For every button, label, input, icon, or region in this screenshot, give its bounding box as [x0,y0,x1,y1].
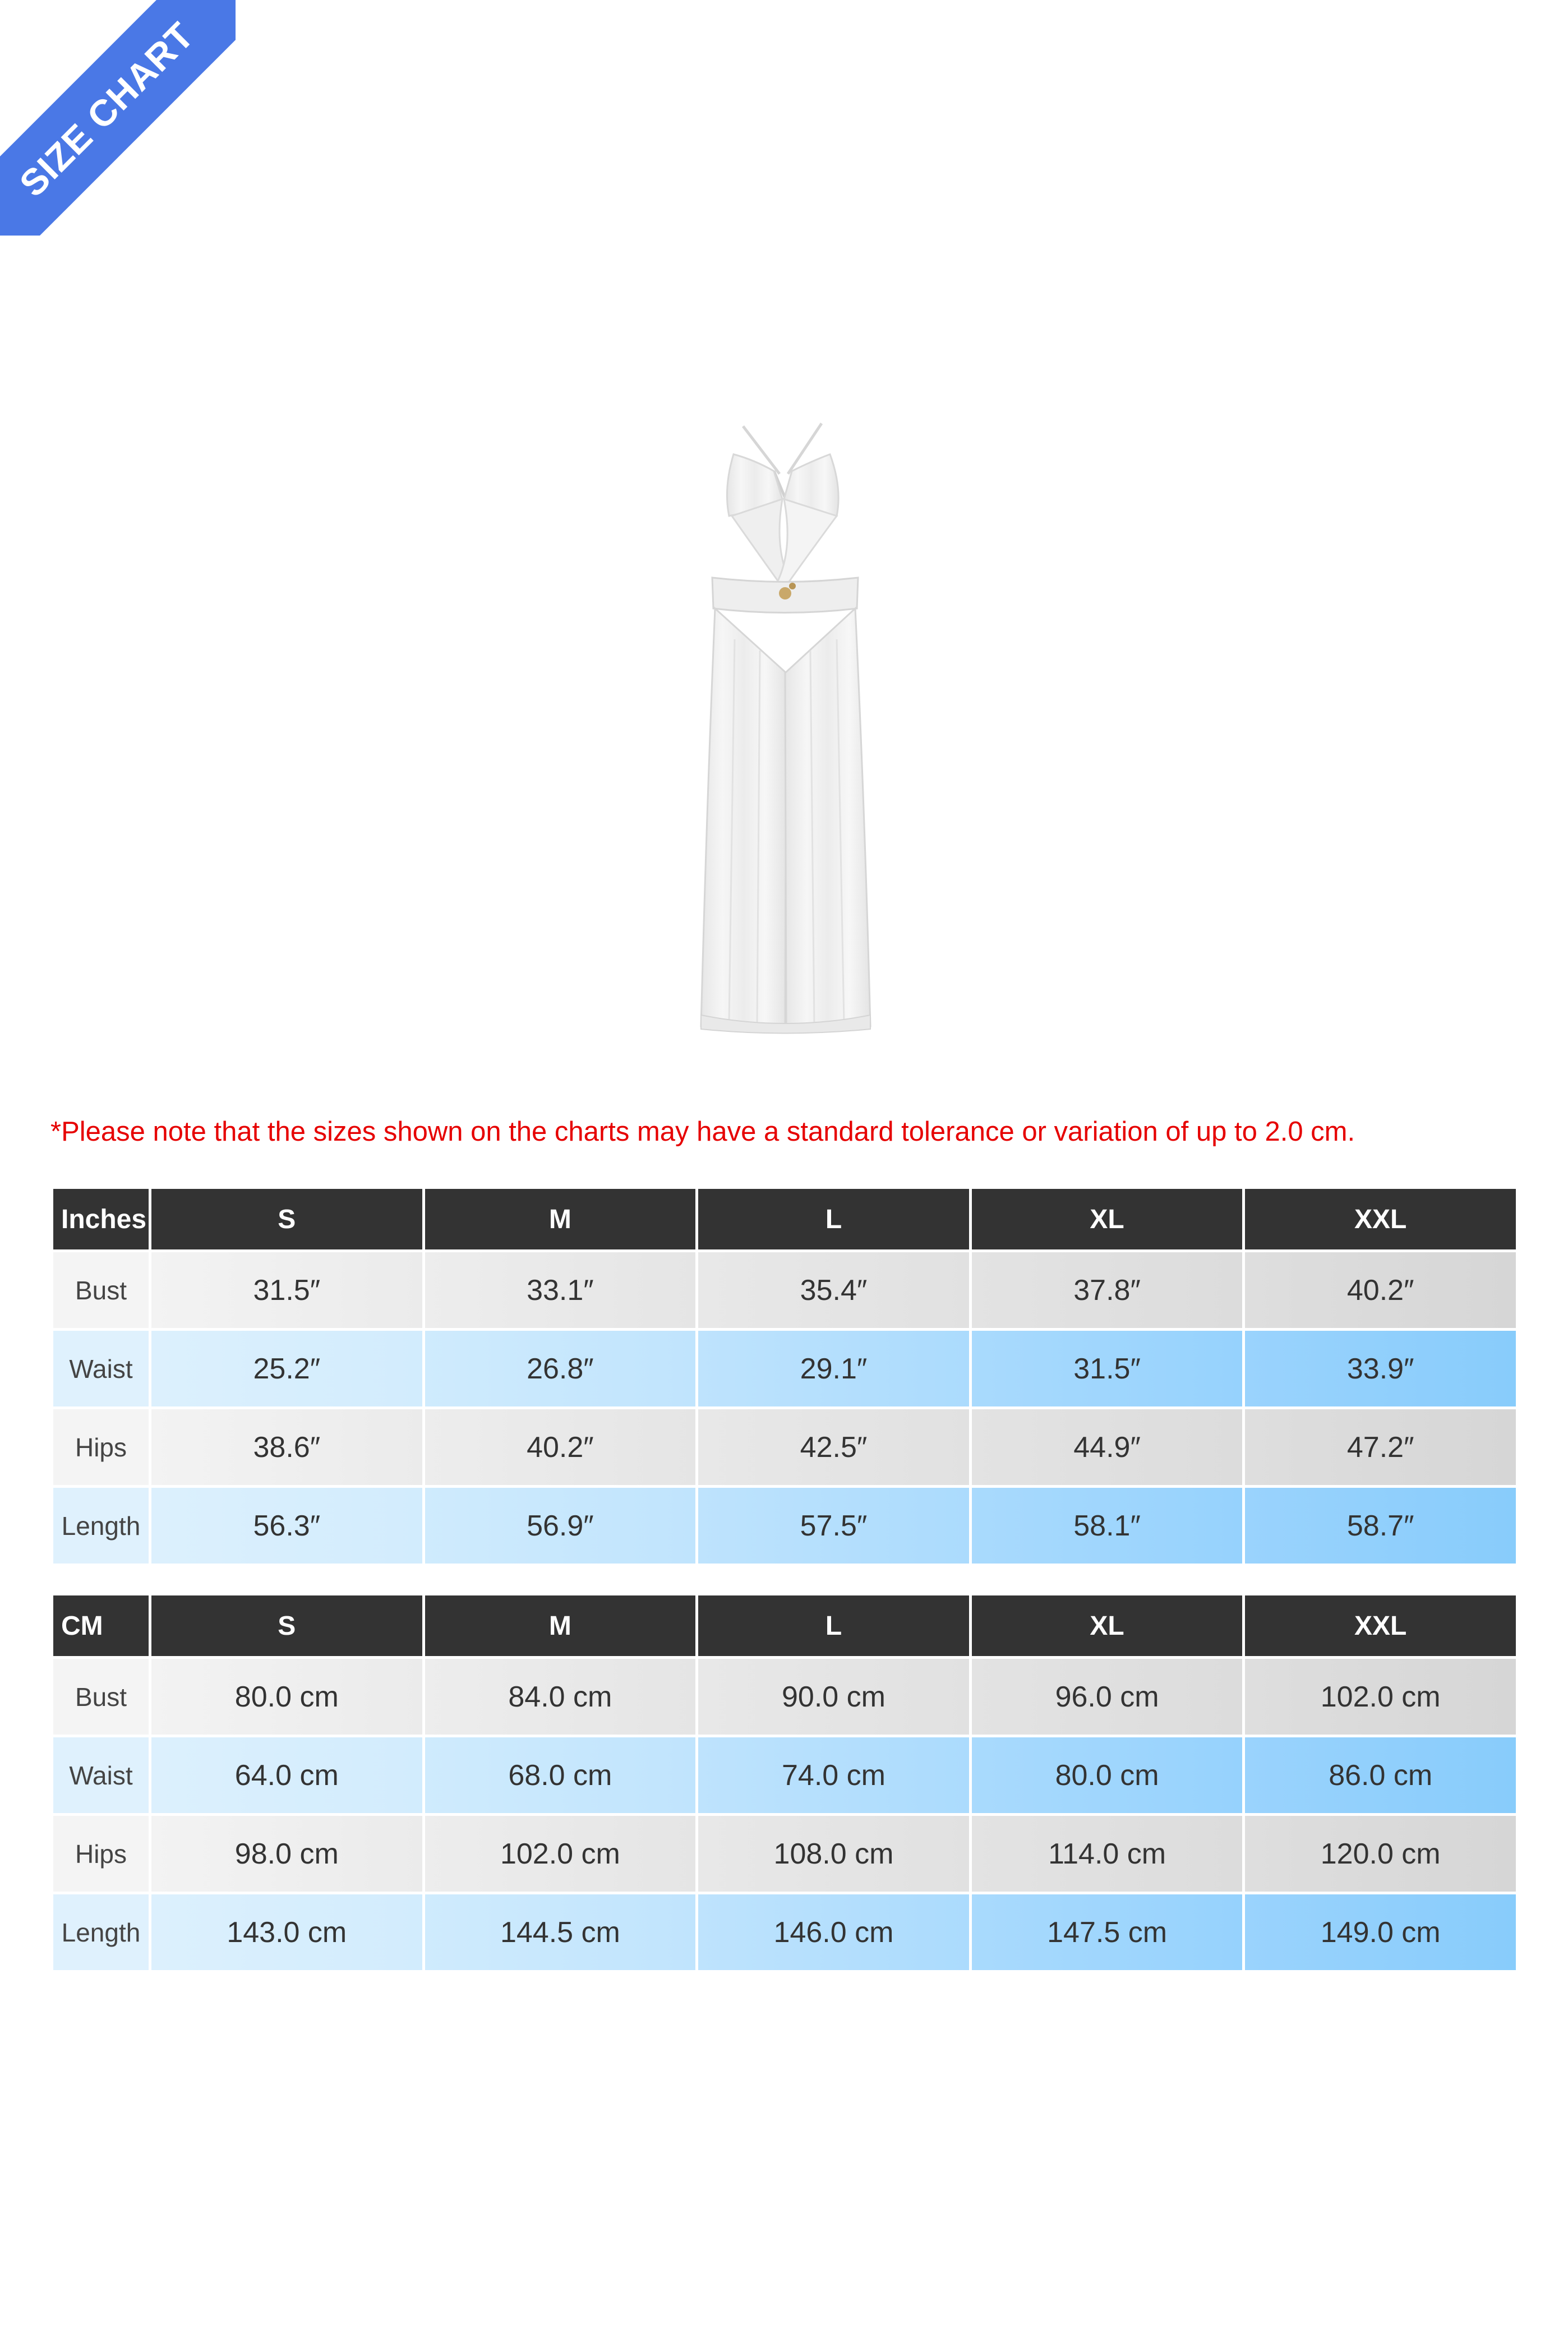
table-cell: 56.9″ [425,1488,696,1564]
table-cell: 144.5 cm [425,1894,696,1970]
table-cell: 40.2″ [425,1409,696,1485]
size-header: S [151,1595,422,1656]
unit-header: Inches [53,1189,149,1249]
row-label: Length [53,1894,149,1970]
ribbon-band [0,0,236,236]
table-cell: 31.5″ [972,1331,1243,1406]
row-label: Hips [53,1816,149,1892]
table-cell: 149.0 cm [1245,1894,1516,1970]
table-cell: 64.0 cm [151,1737,422,1813]
table-cell: 57.5″ [698,1488,969,1564]
size-header: L [698,1595,969,1656]
table-cell: 102.0 cm [1245,1659,1516,1735]
row-label: Hips [53,1409,149,1485]
row-label: Waist [53,1331,149,1406]
ribbon-label: SIZE CHART [11,14,202,205]
size-header: M [425,1595,696,1656]
table-cell: 80.0 cm [151,1659,422,1735]
table-header-row [53,1189,1516,1249]
row-label: Waist [53,1737,149,1813]
table-cell: 102.0 cm [425,1816,696,1892]
table-row [53,1252,1516,1328]
table-cell: 33.1″ [425,1252,696,1328]
table-cell: 44.9″ [972,1409,1243,1485]
table-cell: 84.0 cm [425,1659,696,1735]
table-cell: 86.0 cm [1245,1737,1516,1813]
table-cell: 108.0 cm [698,1816,969,1892]
table-cell: 146.0 cm [698,1894,969,1970]
table-cell: 58.1″ [972,1488,1243,1564]
table-row [53,1488,1516,1564]
table-cell: 68.0 cm [425,1737,696,1813]
table-cell: 74.0 cm [698,1737,969,1813]
product-image-jumpsuit [690,415,880,1037]
size-header: M [425,1189,696,1249]
table-cell: 40.2″ [1245,1252,1516,1328]
size-table-inches [50,1186,1519,1566]
table-cell: 98.0 cm [151,1816,422,1892]
table-cell: 90.0 cm [698,1659,969,1735]
table-row [53,1659,1516,1735]
table-cell: 37.8″ [972,1252,1243,1328]
table-cell: 114.0 cm [972,1816,1243,1892]
table-cell: 35.4″ [698,1252,969,1328]
table-cell: 147.5 cm [972,1894,1243,1970]
table-cell: 26.8″ [425,1331,696,1406]
table-row [53,1737,1516,1813]
table-cell: 31.5″ [151,1252,422,1328]
table-row [53,1894,1516,1970]
size-header: S [151,1189,422,1249]
table-cell: 96.0 cm [972,1659,1243,1735]
row-label: Bust [53,1252,149,1328]
tolerance-note: *Please note that the sizes shown on the charts may have a standard tolerance or variation of up to 2.0 cm. [50,1117,1355,1147]
table-cell: 29.1″ [698,1331,969,1406]
size-table-cm [50,1593,1519,1973]
table-header-row [53,1595,1516,1656]
size-chart-ribbon [0,0,236,236]
table-row [53,1409,1516,1485]
row-label: Bust [53,1659,149,1735]
size-header: L [698,1189,969,1249]
table-cell: 80.0 cm [972,1737,1243,1813]
size-header: XXL [1245,1595,1516,1656]
table-cell: 38.6″ [151,1409,422,1485]
table-cell: 42.5″ [698,1409,969,1485]
table-cell: 33.9″ [1245,1331,1516,1406]
unit-header: CM [53,1595,149,1656]
table-row [53,1816,1516,1892]
size-header: XL [972,1595,1243,1656]
table-cell: 58.7″ [1245,1488,1516,1564]
table-cell: 56.3″ [151,1488,422,1564]
row-label: Length [53,1488,149,1564]
table-cell: 120.0 cm [1245,1816,1516,1892]
table-cell: 47.2″ [1245,1409,1516,1485]
size-header: XXL [1245,1189,1516,1249]
table-row [53,1331,1516,1406]
table-cell: 25.2″ [151,1331,422,1406]
table-cell: 143.0 cm [151,1894,422,1970]
size-header: XL [972,1189,1243,1249]
